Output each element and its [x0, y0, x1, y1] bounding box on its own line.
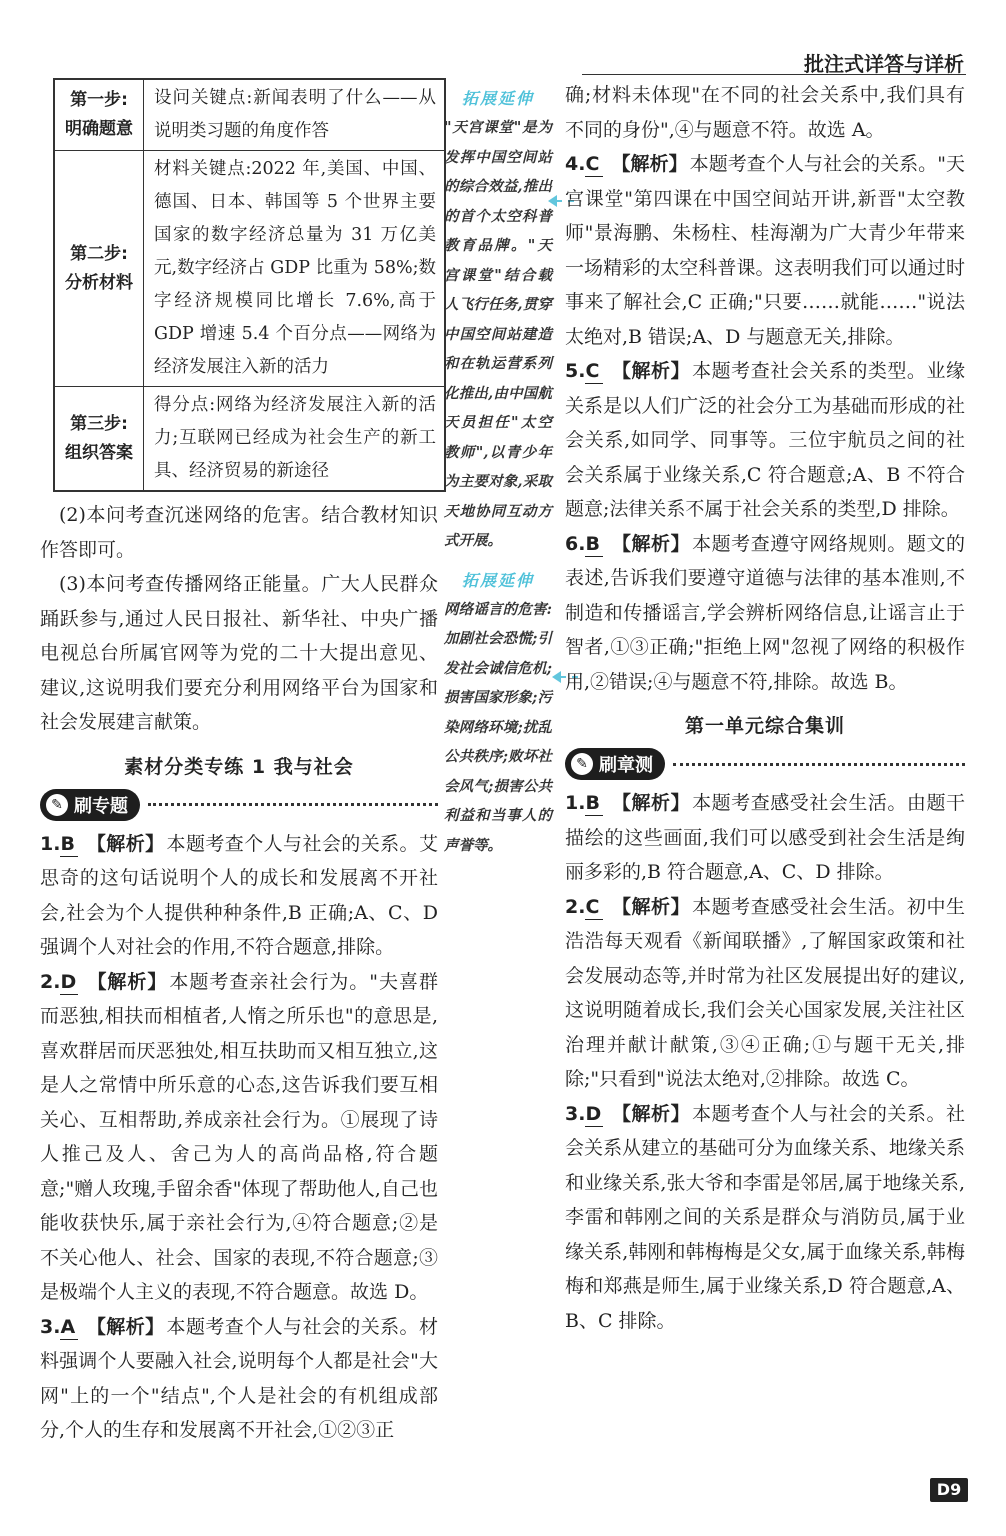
question-item: 2.D 【解析】 本题考查亲社会行为。"夫喜群而恶独,相扶而相植者,人惰之所乐也"的意思是,喜欢群居而厌恶独处,相互扶助而又相互独立,这是人之常情中所乐意的心态,这告诉我们要互相关心、互相帮助,养成亲社会行为。①展现了诗人推己及人、舍己为人的高尚品格,符合题意;"赠人玫瑰,手留余香"体现了帮助他人,自己也能收获快乐,属于亲社会行为,④符合题意;②是不关心他人、社会、国家的表现,不符合题意;③是极端个人主义的表现,不符合题意。故选 D。 [40, 970, 438, 1303]
step-row [54, 151, 445, 387]
pen-icon: ✎ [46, 794, 68, 816]
answer-letter: D [585, 1102, 603, 1127]
dotted-divider [673, 763, 965, 766]
step-row [54, 79, 445, 151]
extension-title: 拓展延伸 [461, 570, 534, 590]
answer-letter: C [585, 359, 603, 384]
left-column [40, 78, 438, 1448]
question-item: 3.A 【解析】 本题考查个人与社会的关系。材料强调个人要融入社会,说明每个人都是社会"大网"上的一个"结点",个人是社会的有机组成部分,个人的生存和发展离不开社会,①②③正 [40, 1315, 438, 1441]
right-column [565, 78, 965, 1338]
step-label: 第二步: 分析材料 [54, 151, 144, 387]
step-content: 设问关键点:新闻表明了什么——从说明类习题的角度作答 [144, 79, 446, 151]
badge-row [40, 789, 438, 821]
pen-icon: ✎ [571, 753, 593, 775]
answer-letter: C [585, 152, 603, 177]
question-item: 3.D 【解析】 本题考查个人与社会的关系。社会关系从建立的基础可分为血缘关系、地缘关系和业缘关系,张大爷和李雷是邻居,属于地缘关系,李雷和韩刚之间的关系是群众与消防员,属于业缘关系,韩刚和韩梅梅是父女,属于血缘关系,韩梅梅和郑燕是师生,属于业缘关系,D 符合题意,A、B、C 排除。 [565, 1102, 965, 1332]
answer-letter: A [60, 1315, 78, 1340]
step-content: 得分点:网络为经济发展注入新的活力;互联网已经成为社会生产的新工具、经济贸易的新途径 [144, 387, 446, 492]
steps-table [53, 78, 446, 492]
extension-title: 拓展延伸 [461, 89, 534, 108]
question-item: 5.C 【解析】 本题考查社会关系的类型。业缘关系是以人们广泛的社会分工为基础而形成的社会关系,如同学、同事等。三位宇航员之间的社会关系属于业缘关系,C 符合题意;A、B 不符合题意;法律关系不属于社会关系的类型,D 排除。 [565, 360, 965, 520]
question-item: 1.B 【解析】 本题考查个人与社会的关系。艾思奇的这句话说明个人的成长和发展离不开社会,社会为个人提供种种条件,B 正确;A、C、D 强调个人对社会的作用,不符合题意,排除。 [40, 832, 438, 958]
question-item: 6.B 【解析】 本题考查遵守网络规则。题文的表述,告诉我们要遵守道德与法律的基本准则,不制造和传播谣言,学会辨析网络信息,让谣言止于智者,①③正确;"拒绝上网"忽视了网络的积极作用,②错误;④与题意不符,排除。故选 B。 [565, 532, 965, 693]
answer-letter: C [585, 895, 603, 920]
answer-letter: B [60, 832, 78, 857]
answer-letter: B [585, 791, 603, 816]
question-item: 2.C 【解析】 本题考查感受社会生活。初中生浩浩每天观看《新闻联播》,了解国家政策和社会发展动态等,并时常为社区发展提出好的建议,这说明随着成长,我们会关心国家发展,关注社区治理并献计献策,③④正确;①与题干无关,排除;"只看到"说法太绝对,②排除。故选 C。 [565, 895, 965, 1090]
header-rule [582, 74, 966, 75]
page-number: D9 [930, 1478, 968, 1502]
section-title: 素材分类专练 1 我与社会 [124, 755, 354, 778]
step-label: 第三步: 组织答案 [54, 387, 144, 492]
step-content: 材料关键点:2022 年,美国、中国、德国、日本、韩国等 5 个世界主要国家的数字经济总量为 31 万亿美元,数字经济占 GDP 比重为 58%;数字经济规模同比增长 7.6%,高于 GDP 增速 5.4 个百分点——网络为经济发展注入新的活力 [144, 151, 446, 387]
dotted-divider [148, 803, 438, 806]
answer-letter: D [60, 970, 78, 995]
answer-paragraph: (3)本问考查传播网络正能量。广大人民群众踊跃参与,通过人民日报社、新华社、中央广播电视总台所属官网等为党的二十大提出意见、建议,这说明我们要充分利用网络平台为国家和社会发展建言献策。 [40, 573, 438, 733]
page-header-title: 批注式详答与详析 [804, 52, 964, 76]
step-label: 第一步: 明确题意 [54, 79, 144, 151]
extension-note: 网络谣言的危害:加剧社会恐慌;引发社会诚信危机;损害国家形象;污染网络环境;扰乱公共秩序;败坏社会风气;损害公共利益和当事人的声誉等。 [444, 600, 552, 854]
step-row [54, 387, 445, 492]
annotation-column [444, 86, 552, 860]
chapter-test-badge: ✎ 刷章测 [565, 748, 665, 780]
continued-paragraph: 确;材料未体现"在不同的社会关系中,我们具有不同的身份",④与题意不符。故选 A。 [565, 84, 965, 141]
answer-letter: B [585, 532, 603, 557]
badge-row [565, 748, 965, 780]
section-title: 第一单元综合集训 [684, 715, 845, 737]
answer-paragraph: (2)本问考查沉迷网络的危害。结合教材知识作答即可。 [40, 504, 438, 561]
topic-badge: ✎ 刷专题 [40, 789, 140, 821]
question-item: 1.B 【解析】 本题考查感受社会生活。由题干描绘的这些画面,我们可以感受到社会生活是绚丽多彩的,B 符合题意,A、C、D 排除。 [565, 792, 965, 883]
extension-note: "天宫课堂"是为发挥中国空间站的综合效益,推出的首个太空科普教育品牌。"天宫课堂"结合载人飞行任务,贯穿中国空间站建造和在轨运营系列化推出,由中国航天员担任"太空教师",以青少年为主要对象,采取天地协同互动方式开展。 [444, 119, 552, 549]
question-item: 4.C 【解析】 本题考查个人与社会的关系。"天宫课堂"第四课在中国空间站开讲,新晋"太空教师"景海鹏、朱杨柱、桂海潮为广大青少年带来一场精彩的太空科普课。这表明我们可以通过时事来了解社会,C 正确;"只要……就能……"说法太绝对,B 错误;A、D 与题意无关,排除。 [565, 153, 965, 348]
